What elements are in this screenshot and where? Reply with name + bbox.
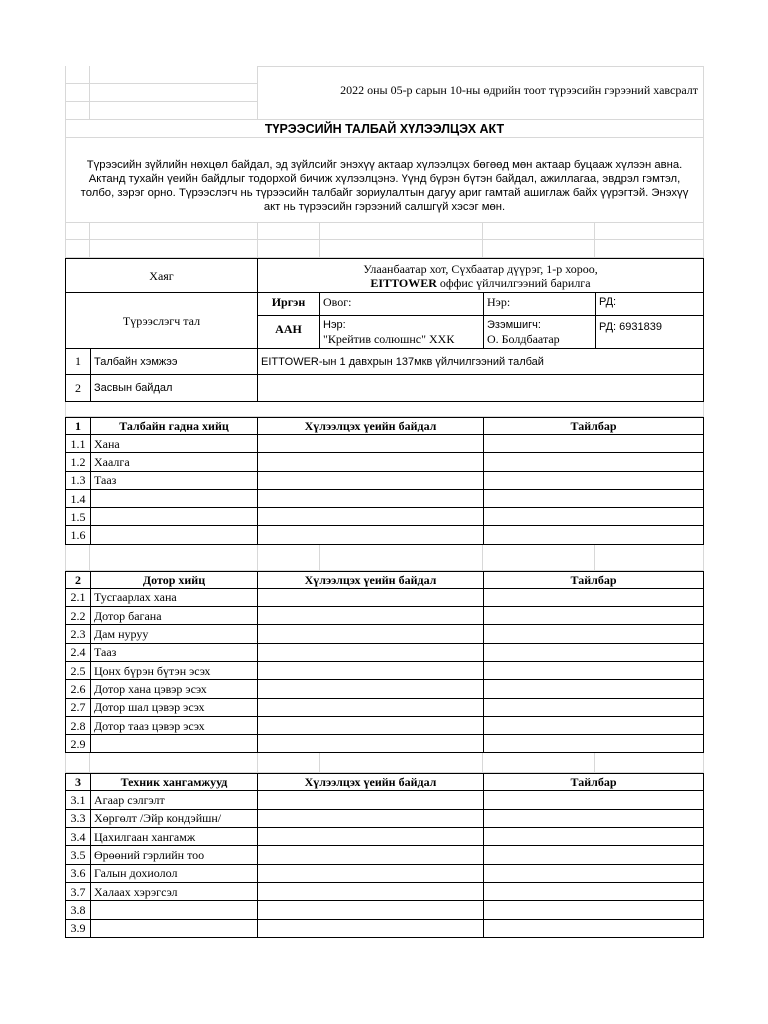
cell — [258, 545, 320, 571]
table-row — [65, 828, 704, 846]
item-label: Цонх бүрэн бүтэн эсэх — [90, 661, 258, 680]
item-note — [483, 864, 704, 883]
address-row — [65, 258, 704, 293]
item-label: Дотор шал цэвэр эсэх — [90, 698, 258, 717]
table-row — [65, 846, 704, 864]
cell — [65, 84, 90, 102]
item-num: 1.3 — [65, 471, 91, 490]
item-note — [483, 471, 704, 490]
date-line-cell — [258, 66, 704, 120]
intro-paragraph: Түрээсийн зүйлийн нөхцөл байдал, эд зүйлсийг энэхүү актаар хүлээлцэх бөгөөд мөн актаар буцааж хүлээн авна. Актанд тухайн үеийн байдлыг тодорхой бичиж хүлээлцэнэ. Үүнд бүрэн бүтэн байдал, ажиллагаа, эвдрэл гэмтэл, толбо, зэрэг орно. Түрээслэгч нь түрээсийн талбайг зориулалтын дагуу ариг гамтай ашиглаж байх үүрэгтэй. Энэхүү акт нь түрээсийн гэрээний салшгүй хэсэг мөн. — [80, 159, 689, 213]
cell — [65, 223, 90, 240]
item-state — [257, 882, 484, 901]
surname-label: Овог: — [319, 292, 484, 316]
cell — [90, 240, 258, 258]
spacer-row — [65, 402, 704, 417]
item-note — [483, 489, 704, 508]
item-num: 2.8 — [65, 716, 91, 735]
cell — [90, 545, 258, 571]
table-row — [65, 490, 704, 508]
cell — [65, 240, 90, 258]
cell — [65, 753, 90, 773]
item-label: Халаах хэрэгсэл — [90, 882, 258, 901]
section-header-row — [65, 571, 704, 589]
cell — [595, 545, 704, 571]
item-note — [483, 588, 704, 607]
org-name-label: Нэр: — [323, 319, 346, 331]
org-name: "Крейтив солюшнс" ХХК — [323, 332, 455, 346]
org-name-cell — [319, 315, 484, 349]
table-row — [65, 435, 704, 453]
info-row — [65, 375, 704, 402]
item-num: 2.1 — [65, 588, 91, 607]
table-row — [65, 699, 704, 717]
section-title: Талбайн гадна хийц — [90, 417, 258, 435]
owner-label: Эзэмшигч: — [487, 319, 541, 331]
cell — [320, 223, 483, 240]
cell — [483, 223, 595, 240]
item-state — [257, 452, 484, 471]
item-num: 2.9 — [65, 734, 91, 753]
item-note — [483, 716, 704, 735]
item-num: 2.5 — [65, 661, 91, 680]
item-state — [257, 845, 484, 864]
item-note — [483, 434, 704, 453]
address-line2 — [261, 276, 700, 290]
item-state — [257, 588, 484, 607]
table-row — [65, 735, 704, 753]
table-row — [65, 883, 704, 901]
intro-row — [65, 138, 704, 223]
cell — [90, 84, 258, 102]
item-num: 3.4 — [65, 827, 91, 846]
item-num: 3.5 — [65, 845, 91, 864]
table-row — [65, 791, 704, 809]
item-label — [90, 507, 258, 526]
section-header-row — [65, 417, 704, 435]
table-row — [65, 526, 704, 544]
cell — [595, 223, 704, 240]
cell — [258, 223, 320, 240]
item-note — [483, 679, 704, 698]
info-num: 2 — [65, 374, 91, 402]
item-label: Дам нуруу — [90, 624, 258, 643]
item-state — [257, 624, 484, 643]
item-state — [257, 489, 484, 508]
spacer-row — [65, 240, 704, 258]
info-value: EITTOWER-ын 1 давхрын 137мкв үйлчилгээний талбай — [257, 348, 704, 375]
table-row — [65, 644, 704, 662]
owner-name: О. Болдбаатар — [487, 332, 560, 346]
cell — [258, 240, 320, 258]
item-num: 3.7 — [65, 882, 91, 901]
item-num: 2.6 — [65, 679, 91, 698]
item-num: 1.5 — [65, 507, 91, 526]
address-label: Хаяг — [65, 258, 258, 293]
state-column-header: Хүлээлцэх үеийн байдал — [257, 571, 484, 589]
item-state — [257, 900, 484, 919]
item-num: 1.2 — [65, 452, 91, 471]
table-row — [65, 472, 704, 490]
item-num: 3.6 — [65, 864, 91, 883]
cell — [65, 66, 90, 84]
cell — [90, 753, 258, 773]
item-label: Тааз — [90, 471, 258, 490]
item-num: 3.3 — [65, 809, 91, 828]
item-label — [90, 919, 258, 938]
item-state — [257, 606, 484, 625]
item-num: 2.4 — [65, 643, 91, 662]
item-state — [257, 734, 484, 753]
item-note — [483, 827, 704, 846]
section-title: Дотор хийц — [90, 571, 258, 589]
item-num: 3.8 — [65, 900, 91, 919]
info-num: 1 — [65, 348, 91, 375]
address-line1: Улаанбаатар хот, Сүхбаатар дүүрэг, 1-р хороо, — [363, 262, 598, 276]
item-state — [257, 525, 484, 544]
item-num: 2.2 — [65, 606, 91, 625]
item-state — [257, 716, 484, 735]
section-num: 2 — [65, 571, 91, 589]
cell — [595, 240, 704, 258]
item-label: Дотор багана — [90, 606, 258, 625]
item-note — [483, 882, 704, 901]
item-num: 1.1 — [65, 434, 91, 453]
item-note — [483, 790, 704, 809]
info-row — [65, 349, 704, 375]
section-header-row — [65, 773, 704, 791]
cell — [90, 66, 258, 84]
org-rd: РД: 6931839 — [595, 315, 704, 349]
item-note — [483, 452, 704, 471]
cell — [483, 753, 595, 773]
spacer-row — [65, 223, 704, 240]
cell — [483, 545, 595, 571]
table-row — [65, 607, 704, 625]
item-note — [483, 507, 704, 526]
item-state — [257, 827, 484, 846]
cell — [65, 545, 90, 571]
item-label: Дотор хана цэвэр эсэх — [90, 679, 258, 698]
cell — [595, 753, 704, 773]
item-note — [483, 525, 704, 544]
item-note — [483, 661, 704, 680]
item-label: Цахилгаан хангамж — [90, 827, 258, 846]
owner-cell — [483, 315, 596, 349]
intro-cell — [65, 138, 704, 223]
table-row — [65, 717, 704, 735]
cell — [320, 240, 483, 258]
handover-act-sheet — [65, 66, 704, 938]
cell — [320, 753, 483, 773]
section-title: Техник хангамжууд — [90, 773, 258, 791]
item-label — [90, 734, 258, 753]
info-label: Талбайн хэмжээ — [90, 348, 258, 375]
table-row — [65, 662, 704, 680]
item-num: 3.1 — [65, 790, 91, 809]
table-row — [65, 865, 704, 883]
item-state — [257, 864, 484, 883]
state-column-header: Хүлээлцэх үеийн байдал — [257, 773, 484, 791]
table-row — [65, 920, 704, 938]
item-num: 2.7 — [65, 698, 91, 717]
info-value — [257, 374, 704, 402]
item-num: 2.3 — [65, 624, 91, 643]
address-value — [257, 258, 704, 293]
cell — [65, 402, 704, 417]
rd-label: РД: — [595, 292, 704, 316]
header-row — [65, 66, 704, 120]
date-line: 2022 оны 05-р сарын 10-ны өдрийн тоот түрээсийн гэрээний хавсралт — [340, 83, 698, 97]
item-label: Тааз — [90, 643, 258, 662]
item-label: Тусгаарлах хана — [90, 588, 258, 607]
item-label: Хөргөлт /Эйр кондэйшн/ — [90, 809, 258, 828]
state-column-header: Хүлээлцэх үеийн байдал — [257, 417, 484, 435]
table-row — [65, 901, 704, 919]
item-state — [257, 809, 484, 828]
item-num: 3.9 — [65, 919, 91, 938]
item-note — [483, 606, 704, 625]
item-label: Хаалга — [90, 452, 258, 471]
item-state — [257, 661, 484, 680]
item-num: 1.6 — [65, 525, 91, 544]
item-state — [257, 643, 484, 662]
tenant-row — [65, 293, 704, 349]
section-num: 3 — [65, 773, 91, 791]
table-row — [65, 453, 704, 471]
item-label — [90, 525, 258, 544]
org-label: ААН — [257, 315, 320, 349]
item-state — [257, 919, 484, 938]
table-row — [65, 810, 704, 828]
document-title: ТҮРЭЭСИЙН ТАЛБАЙ ХҮЛЭЭЛЦЭХ АКТ — [65, 120, 704, 138]
cell — [258, 753, 320, 773]
cell — [65, 102, 90, 120]
building-type: оффис үйлчилгээний барилга — [436, 276, 591, 290]
item-label: Дотор тааз цэвэр эсэх — [90, 716, 258, 735]
item-note — [483, 734, 704, 753]
item-label: Агаар сэлгэлт — [90, 790, 258, 809]
cell — [90, 223, 258, 240]
item-label — [90, 900, 258, 919]
item-note — [483, 919, 704, 938]
title-row — [65, 120, 704, 138]
table-row — [65, 625, 704, 643]
cell — [90, 102, 258, 120]
note-column-header: Тайлбар — [483, 571, 704, 589]
info-label: Засвын байдал — [90, 374, 258, 402]
item-num: 1.4 — [65, 489, 91, 508]
item-state — [257, 679, 484, 698]
item-state — [257, 790, 484, 809]
note-column-header: Тайлбар — [483, 773, 704, 791]
item-label — [90, 489, 258, 508]
item-note — [483, 624, 704, 643]
building-name: EITTOWER — [370, 276, 437, 290]
table-row — [65, 508, 704, 526]
table-row — [65, 589, 704, 607]
citizen-label: Иргэн — [257, 292, 320, 316]
spacer-row — [65, 753, 704, 773]
item-state — [257, 434, 484, 453]
item-state — [257, 698, 484, 717]
item-note — [483, 809, 704, 828]
note-column-header: Тайлбар — [483, 417, 704, 435]
item-note — [483, 900, 704, 919]
inspection-sections — [65, 417, 704, 938]
section-num: 1 — [65, 417, 91, 435]
name-label: Нэр: — [483, 292, 596, 316]
tenant-label: Түрээслэгч тал — [65, 292, 258, 349]
item-state — [257, 471, 484, 490]
item-note — [483, 643, 704, 662]
cell — [483, 240, 595, 258]
item-note — [483, 845, 704, 864]
item-note — [483, 698, 704, 717]
item-label: Галын дохиолол — [90, 864, 258, 883]
item-label: Хана — [90, 434, 258, 453]
cell — [320, 545, 483, 571]
spacer-row — [65, 545, 704, 571]
item-state — [257, 507, 484, 526]
item-label: Өрөөний гэрлийн тоо — [90, 845, 258, 864]
table-row — [65, 680, 704, 698]
